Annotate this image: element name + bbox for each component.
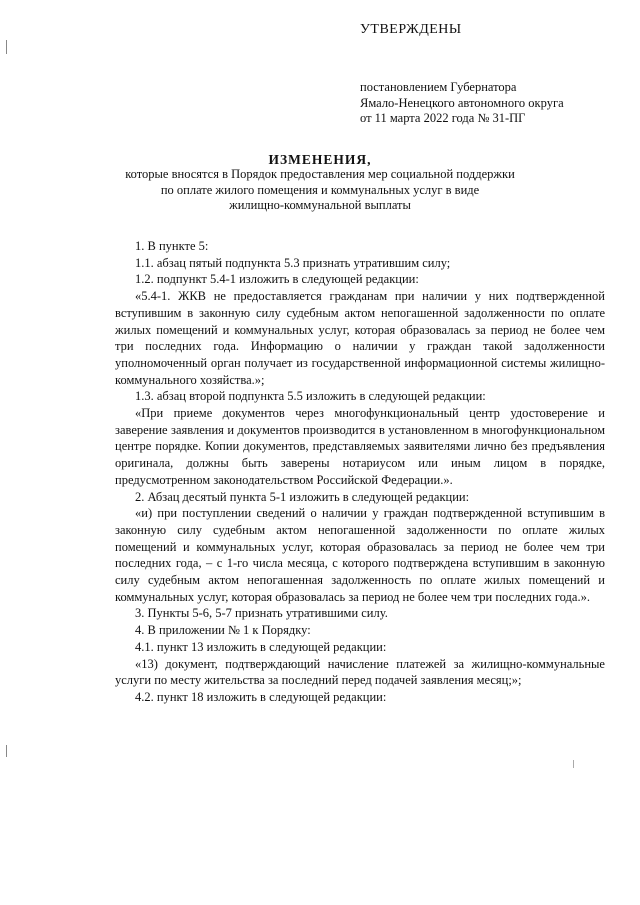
document-body <box>115 238 605 706</box>
paragraph: 1.2. подпункт 5.4-1 изложить в следующей редакции: <box>135 272 419 287</box>
decree-line: от 11 марта 2022 года № 31-ПГ <box>360 111 526 125</box>
paragraph: «При приеме документов через многофункциональный центр удостоверение и заверение заявления и документов производится в установленном в многофункциональном центре порядке. Копии документов, представляемых заявителями лично без предъявления оригинала, должны быть заверены нотариусом или иным лицом в порядке, предусмотренном законодательством Российской Федерации.». <box>115 406 605 487</box>
paragraph: 1. В пункте 5: <box>135 239 209 253</box>
approval-stamp: УТВЕРЖДЕНЫ <box>360 22 462 37</box>
decree-line: Ямало-Ненецкого автономного округа <box>360 95 564 110</box>
scan-edge-mark <box>6 40 7 54</box>
paragraph: 1.3. абзац второй подпункта 5.5 изложить в следующей редакции: <box>135 389 486 404</box>
subtitle-line: которые вносятся в Порядок предоставления мер социальной поддержки <box>125 167 515 181</box>
decree-reference <box>360 80 564 127</box>
paragraph: 4.2. пункт 18 изложить в следующей редакции: <box>135 689 387 704</box>
document-subtitle <box>110 167 530 214</box>
scan-edge-mark <box>573 760 574 768</box>
paragraph: 2. Абзац десятый пункта 5-1 изложить в следующей редакции: <box>135 489 470 504</box>
paragraph: «5.4-1. ЖКВ не предоставляется гражданам при наличии у них подтвержденной вступившим в законную силу судебным актом непогашенной задолженности по оплате жилых помещений и коммунальных услуг, которая образовалась за период не более чем три последних года. Информацию о наличии у граждан такой задолженности уполномоченный орган получает из государственной информационной системы жилищно-коммунального хозяйства.»; <box>115 289 605 387</box>
paragraph: 1.1. абзац пятый подпункта 5.3 признать утратившим силу; <box>135 255 451 270</box>
document-title: ИЗМЕНЕНИЯ, <box>268 152 372 167</box>
paragraph: «и) при поступлении сведений о наличии у граждан подтвержденной вступившим в законную силу судебным актом непогашенной задолженности по оплате жилых помещений и коммунальных услуг, которая образовалась за период не более чем три последних года, – с 1-го числа месяца, с которого подтверждена вступившим в законную силу судебным актом непогашенная задолженность по оплате жилых помещений и коммунальных услуг, которая образовалась за период не более чем три последних года.». <box>115 506 605 604</box>
paragraph: «13) документ, подтверждающий начисление платежей за жилищно-коммунальные услуги по месту жительства за последний перед подачей заявления месяц;»; <box>115 656 605 688</box>
subtitle-line: жилищно-коммунальной выплаты <box>229 198 411 212</box>
decree-line: постановлением Губернатора <box>360 80 517 94</box>
paragraph: 3. Пункты 5-6, 5-7 признать утратившими силу. <box>135 606 388 621</box>
paragraph: 4.1. пункт 13 изложить в следующей редакции: <box>135 639 387 654</box>
paragraph: 4. В приложении № 1 к Порядку: <box>135 623 311 638</box>
scan-edge-mark <box>6 745 7 757</box>
subtitle-line: по оплате жилого помещения и коммунальных услуг в виде <box>160 182 480 197</box>
